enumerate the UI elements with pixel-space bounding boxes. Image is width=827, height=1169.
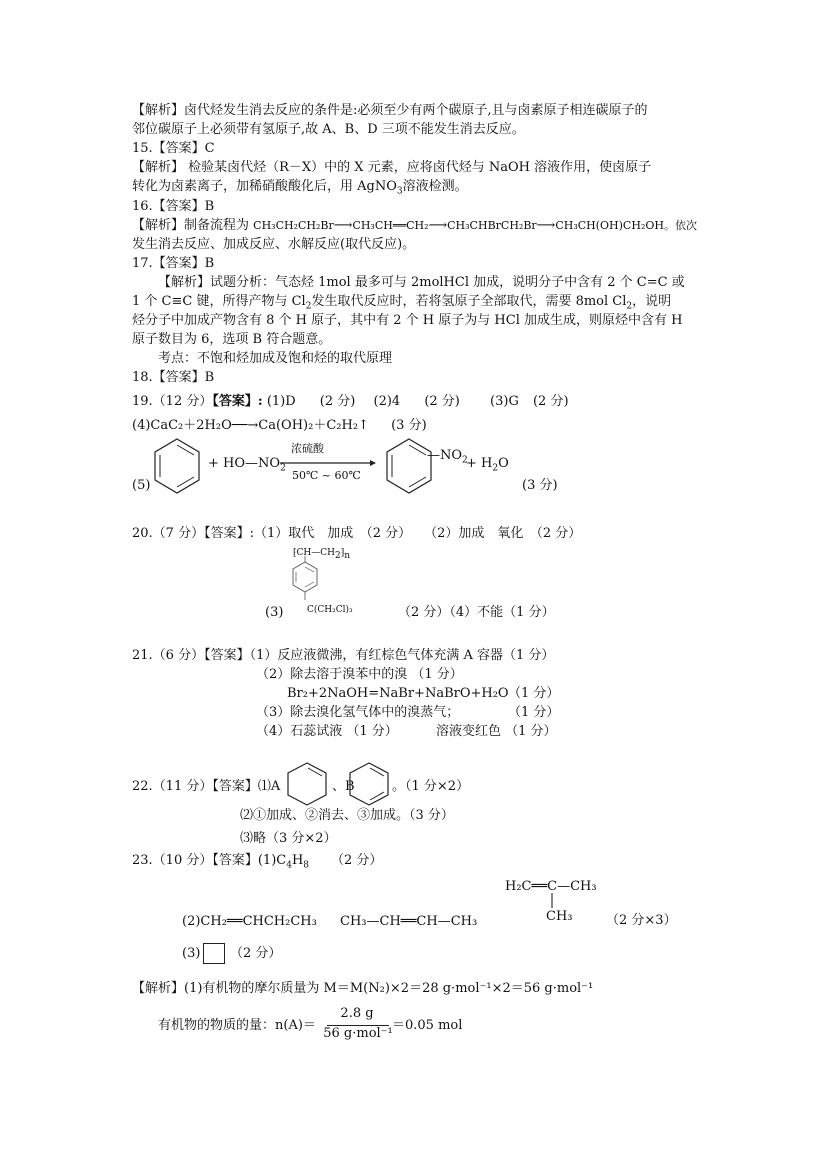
q21-line4: （3）除去溴化氢气体中的溴蒸气； [256, 705, 460, 720]
q14-line2: 邻位碳原子上必须带有氢原子,故 A、B、D 三项不能发生消去反应。 [132, 122, 525, 137]
q21-line5: （4）石蕊试液 （1 分） [256, 724, 398, 739]
q19-p3: (3)G [490, 394, 519, 409]
q19-water-h: + H [466, 456, 493, 471]
q17-answer: 17.【答案】B [132, 256, 215, 271]
q15-line2-sub: 3 [396, 186, 403, 197]
q19-p1: (1)D [266, 394, 296, 409]
cyclohexadiene-ring-icon [346, 760, 392, 808]
q15-answer: 15.【答案】C [132, 141, 215, 156]
q20-part4: （2 分）（4）不能（1 分） [398, 605, 555, 620]
q17-line4: 原子数目为 6，选项 B 符合题意。 [132, 332, 332, 347]
q19-nitro-text: —NO [427, 448, 463, 463]
q22-line3: ⑶略（3 分×2） [240, 831, 337, 846]
q23-head [132, 851, 382, 870]
q16-answer: 16.【答案】B [132, 199, 215, 214]
q23-h: H [291, 853, 304, 868]
q19-water [466, 454, 509, 473]
q20-poly-bottom: C(CH₂Cl)₃ [307, 605, 353, 615]
q23-s1: （2 分） [331, 853, 383, 868]
q19-reagent [208, 454, 286, 473]
q23-explain1: 【解析】(1)有机物的摩尔质量为 M＝M(N₂)×2＝28 g·mol⁻¹×2＝56 g·mol⁻¹ [132, 981, 594, 996]
q17-l2-sub: 2 [305, 301, 312, 312]
q16-prefix: 【解析】制备流程为 [132, 218, 250, 233]
q15-line2-a: 转化为卤素离子，加稀硝酸酸化后，用 AgNO [132, 179, 397, 194]
q19-head: 19.（12 分） [132, 394, 213, 409]
q23-s3: （2 分） [230, 946, 282, 961]
fraction-numerator: 2.8 g [340, 1006, 374, 1021]
q20-poly-bracket-close: ⁆ [340, 548, 345, 558]
q20-poly-sub: 2 [335, 550, 341, 561]
q19-line1 [132, 392, 569, 411]
q23-p2a: (2)CH₂══CHCH₂CH₃ [182, 914, 317, 929]
q23-head-text: 23.（10 分）【答案】(1)C [132, 853, 287, 868]
q17-l2-sub2: 2 [626, 301, 633, 312]
q14-line1: 【解析】卤代烃发生消去反应的条件是:必须至少有两个碳原子,且与卤素原子相连碳原子的 [132, 103, 648, 118]
q16-step2: CH₃CH══CH₂ [352, 219, 429, 232]
q21-line5b: 溶液变红色 （1 分） [436, 724, 557, 739]
q23-p3: (3) [182, 946, 201, 961]
q17-l2-b: 发生取代反应时，若将氢原子全部取代，需要 8mol Cl [311, 294, 627, 309]
q19-line4 [132, 416, 427, 435]
q20-poly-n: n [344, 550, 351, 561]
q23-branch-top: H₂C══C—CH₃ [505, 879, 597, 894]
q22-head: 22.（11 分）【答案】⑴A [132, 779, 281, 794]
q19-s5: (3 分) [522, 478, 558, 493]
q15-line2 [132, 177, 468, 196]
q23-sub1: 4 [286, 860, 292, 871]
q17-note: 考点：不饱和烃加成及饱和烃的取代原理 [158, 351, 393, 366]
q19-nitro-sub: 2 [462, 455, 468, 466]
q19-eq4: (4)CaC₂＋2H₂O──→Ca(OH)₂＋C₂H₂↑ [132, 418, 369, 433]
q21-line1: 21.（6 分）【答案】（1）反应液微沸，有红棕色气体充满 A 容器（1 分） [132, 648, 555, 663]
q18-answer: 18.【答案】B [132, 370, 215, 385]
q15-line2-b: 溶液检测。 [402, 179, 468, 194]
q19-label5: (5) [132, 478, 151, 493]
q19-water-o: O [498, 456, 509, 471]
q23-s2: （2 分×3） [606, 913, 677, 928]
q19-p2: (2)4 [373, 394, 401, 409]
q19-s1: (2 分) [319, 394, 356, 409]
q23-branch-ch3: CH₃ [546, 909, 573, 924]
q21-line3: Br₂+2NaOH=NaBr+NaBrO+H₂O [287, 686, 509, 701]
q21-line3-score: （1 分） [508, 686, 560, 701]
nitrobenzene-ring-icon [382, 436, 436, 496]
cyclohexene-ring-icon [284, 760, 330, 808]
q19-reagent-sub: 2 [280, 463, 286, 474]
q16-line2: 发生消去反应、加成反应、水解反应(取代反应)。 [132, 237, 416, 252]
q23-p2b: CH₃—CH══CH—CH₃ [340, 914, 478, 929]
q22-tail: 。（1 分×2） [392, 779, 470, 794]
q16-step3: CH₃CHBrCH₂Br [447, 219, 537, 232]
fraction-denominator: 56 g·mol⁻¹ [323, 1026, 393, 1041]
q19-answer-label: 【答案】: [212, 394, 263, 409]
q17-l2-a: 1 个 C≡C 键，所得产物与 Cl [132, 294, 306, 309]
q19-water-sub: 2 [492, 463, 499, 474]
q20-poly-top: CH—CH [296, 548, 335, 558]
q19-nitro-group [427, 446, 468, 465]
arrow-icon: ⟶ [333, 218, 353, 233]
q23-result: ＝0.05 mol [392, 1018, 463, 1033]
q16-step4: CH₃CH(OH)CH₂OH。依次 [555, 219, 697, 232]
q22-sep: 、B [332, 779, 355, 794]
q23-cyclobutane-square-icon [203, 943, 225, 964]
q19-s2: (2 分) [424, 394, 460, 409]
q19-catalyst: 浓硫酸 [291, 442, 324, 455]
q19-s4: (3 分) [391, 418, 427, 433]
q16-step1: CH₃CH₂CH₂Br [253, 219, 334, 232]
benzene-ring-icon [150, 436, 204, 496]
q19-reagent-text: + HO—NO [208, 456, 281, 471]
arrow-icon: ⟶ [536, 218, 556, 233]
q23-explain2: 有机物的物质的量：n(A)＝ [158, 1018, 316, 1033]
q23-sub2: 8 [303, 860, 310, 871]
q17-line2 [132, 292, 671, 311]
q17-line1: 【解析】试题分析：气态烃 1mol 最多可与 2molHCl 加成，说明分子中含有 2 个 C=C 或 [158, 275, 685, 290]
q17-line3: 烃分子中加成产物含有 8 个 H 原子，其中有 2 个 H 原子为与 HCl 加成生成，则原烃中含有 H [132, 313, 683, 328]
q17-l2-c: ，说明 [632, 294, 672, 309]
q19-temperature: 50℃ ~ 60℃ [292, 469, 361, 482]
q21-line2: （2）除去溶于溴苯中的溴 （1 分） [256, 667, 463, 682]
q20-poly-bracket-open: ⁅ [293, 548, 297, 558]
q15-line1: 【解析】 检验某卤代烃（R－X）中的 X 元素，应将卤代烃与 NaOH 溶液作用，使卤原子 [132, 160, 652, 175]
q16-flow [132, 216, 697, 235]
q19-s3: (2 分) [532, 394, 569, 409]
arrow-icon: ⟶ [428, 218, 448, 233]
q20-line1: 20.（7 分）【答案】:（1）取代 加成 （2 分） （2）加成 氧化 （2 分） [132, 526, 582, 541]
q21-line4-score: （1 分） [508, 705, 560, 720]
q20-part3: (3) [265, 605, 284, 620]
q22-line2: ⑵①加成、②消去、③加成。（3 分） [240, 808, 454, 823]
